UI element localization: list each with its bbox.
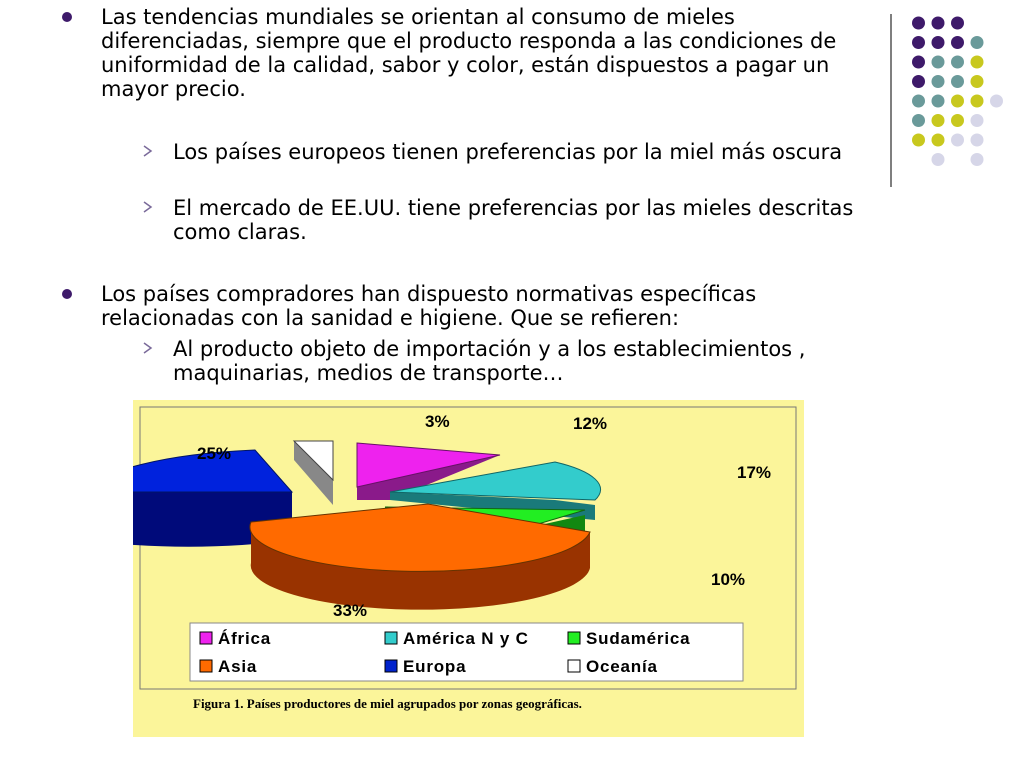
decor-dot (912, 36, 925, 49)
decor-dot (951, 114, 964, 127)
decor-dot (971, 153, 984, 166)
subbullet-text: Los países europeos tienen preferencias por la miel más oscura (173, 140, 843, 164)
figure-caption: Figura 1. Países productores de miel agrupados por zonas geográficas. (193, 696, 582, 711)
decor-dot (932, 114, 945, 127)
decor-dot (971, 56, 984, 69)
decor-dot (951, 36, 964, 49)
decor-dot (912, 134, 925, 147)
bullet-text: Las tendencias mundiales se orientan al consumo de mieles diferenciadas, siempre que el producto responda a las condiciones de uniformidad de la calidad, sabor y color, están dispuestos a pagar un mayor precio. (101, 5, 837, 101)
legend-swatch-oceania (568, 660, 580, 672)
arrow-bullet-icon (142, 342, 154, 354)
label-europa: 25% (197, 444, 232, 463)
decor-dot (932, 153, 945, 166)
decor-dot (971, 95, 984, 108)
decor-dot (932, 75, 945, 88)
decor-dot (912, 114, 925, 127)
label-sudamerica: 10% (711, 570, 746, 589)
bullet-dot-icon (62, 289, 72, 299)
decor-dot (951, 56, 964, 69)
decor-dot (971, 114, 984, 127)
decor-dot (932, 134, 945, 147)
decor-dot (971, 36, 984, 49)
decor-dot (951, 17, 964, 30)
subbullet-text: Al producto objeto de importación y a los establecimientos , maquinarias, medios de transporte… (173, 337, 806, 385)
legend-sudamerica: Sudamérica (586, 629, 691, 648)
legend-swatch-africa (200, 632, 212, 644)
decor-dot (971, 75, 984, 88)
label-oceania: 3% (425, 412, 450, 431)
decor-dot (912, 95, 925, 108)
legend-swatch-sudamerica (568, 632, 580, 644)
decor-dot (951, 75, 964, 88)
legend-swatch-america (385, 632, 397, 644)
decor-dot (971, 134, 984, 147)
bullet-dot-icon (62, 12, 72, 22)
decor-dot (932, 17, 945, 30)
decor-dot (912, 56, 925, 69)
decor-dot (951, 134, 964, 147)
label-asia: 33% (333, 601, 368, 620)
decor-dot (912, 75, 925, 88)
legend-asia: Asia (218, 657, 258, 676)
legend-africa: África (218, 629, 271, 648)
pie-chart-figure (133, 400, 804, 737)
decor-dot (990, 95, 1003, 108)
decorative-dot-grid (890, 14, 1020, 194)
bullet-text: Los países compradores han dispuesto normativas específicas relacionadas con la sanidad e higiene. Que se refieren: (101, 282, 757, 330)
decor-dot (932, 95, 945, 108)
label-africa: 12% (573, 414, 608, 433)
arrow-bullet-icon (142, 201, 154, 213)
legend-oceania: Oceanía (586, 657, 658, 676)
decor-dot (912, 17, 925, 30)
dot-grid (912, 17, 1003, 167)
arrow-bullet-icon (142, 145, 154, 157)
decor-dot (932, 36, 945, 49)
label-america: 17% (737, 463, 772, 482)
pie-chart (133, 400, 804, 737)
legend-swatch-europa (385, 660, 397, 672)
subbullet-text: El mercado de EE.UU. tiene preferencias por las mieles descritas como claras. (173, 196, 854, 244)
legend-europa: Europa (403, 657, 467, 676)
decor-dot (932, 56, 945, 69)
legend-america: América N y C (403, 629, 529, 648)
decor-dot (951, 95, 964, 108)
legend-swatch-asia (200, 660, 212, 672)
